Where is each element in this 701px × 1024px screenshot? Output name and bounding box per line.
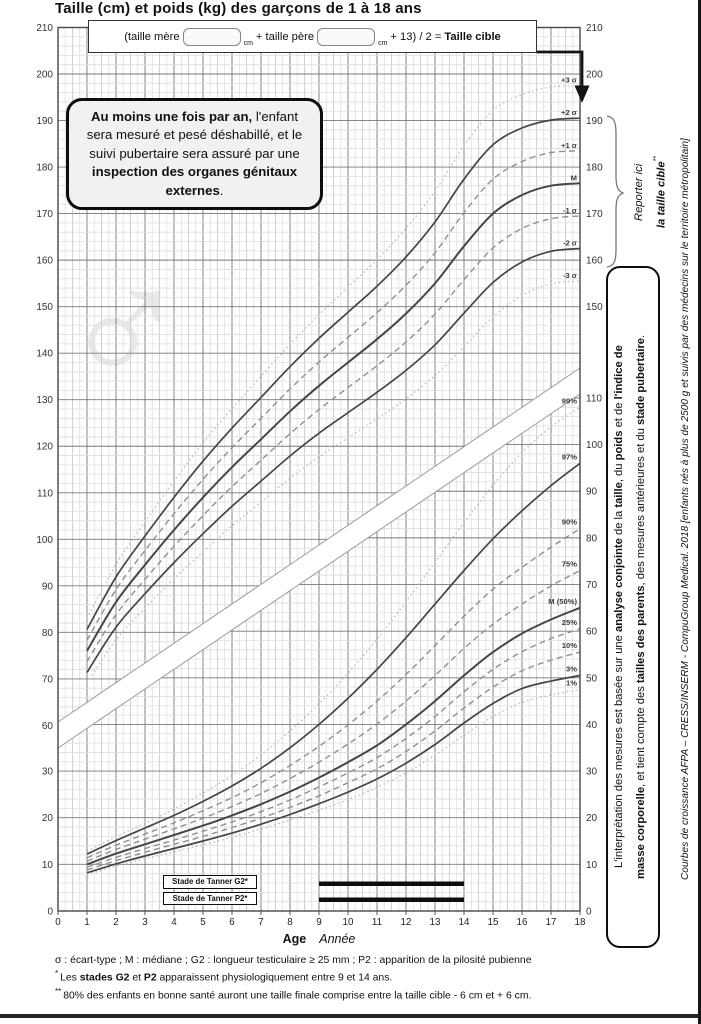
cm-unit-label: cm	[378, 40, 388, 47]
axis-tick-label: 160	[586, 255, 603, 267]
arrow-head-icon	[575, 86, 590, 104]
axis-tick-label: 60	[41, 720, 53, 732]
weight-curve-label: M (50%)	[548, 596, 577, 606]
axis-tick-label: 190	[36, 116, 53, 128]
axis-tick-label: 10	[586, 859, 598, 871]
footnote-tanner: * Les stades G2 et P2 apparaissent physiologiquement entre 9 et 14 ans.	[55, 969, 393, 984]
x-tick-label: 12	[400, 917, 412, 928]
axis-tick-label: 100	[36, 534, 53, 546]
footnote-definitions: σ : écart-type ; M : médiane ; G2 : longueur testiculaire ≥ 25 mm ; P2 : apparition de la pilosité pubienne	[55, 955, 532, 966]
formula-open-text: (taille mère	[124, 30, 180, 43]
x-axis-title-age: Age	[282, 932, 307, 946]
axis-tick-label: 40	[586, 719, 598, 731]
target-height-label: Taille cible	[444, 30, 501, 43]
page-title: Taille (cm) et poids (kg) des garçons de 1 à 18 ans	[55, 0, 422, 17]
x-tick-label: 0	[55, 917, 61, 928]
measurement-note: Au moins une fois par an, l'enfant sera mesuré et pesé déshabillé, et le suivi pubertaire sera assuré par une inspection des organes génitaux externes.	[66, 98, 323, 210]
weight-curve-label: 10%	[561, 641, 577, 651]
x-tick-label: 10	[342, 917, 354, 928]
axis-tick-label: 70	[41, 674, 53, 686]
x-tick-label: 11	[371, 917, 383, 928]
mother-height-input[interactable]	[183, 28, 241, 46]
interpretation-line2: masse corporelle, et tient compte des tailles des parents, des mesures antérieures et du stade pubertaire.	[635, 334, 647, 880]
axis-tick-label: 150	[586, 302, 603, 314]
axis-tick-label: 80	[41, 627, 53, 639]
axis-tick-label: 110	[37, 488, 53, 500]
axis-tick-label: 20	[41, 813, 53, 825]
axis-tick-label: 140	[36, 348, 53, 360]
axis-tick-label: 210	[36, 22, 53, 34]
x-tick-label: 2	[113, 917, 119, 928]
footnote-target-height: ** 80% des enfants en bonne santé auront une taille finale comprise entre la taille cible - 6 cm et + 6 cm.	[55, 987, 532, 1002]
axis-tick-label: 170	[586, 209, 603, 221]
x-tick-label: 18	[574, 917, 586, 928]
tanner-bar	[319, 882, 464, 887]
axis-tick-label: 80	[586, 533, 598, 545]
reporter-line1: Reporter ici	[633, 163, 645, 221]
axis-tick-label: 90	[586, 486, 598, 498]
weight-curve-label: 99%	[561, 396, 577, 406]
tanner-g2-label: Stade de Tanner G2*	[163, 875, 257, 889]
x-tick-label: 7	[258, 917, 264, 928]
axis-tick-label: 130	[36, 395, 53, 407]
x-tick-label: 16	[516, 917, 528, 928]
height-curve-label: -3 σ	[562, 271, 577, 281]
x-tick-label: 13	[429, 917, 441, 928]
axis-tick-label: 210	[586, 22, 603, 34]
x-tick-label: 8	[287, 917, 293, 928]
axis-tick-label: 50	[586, 673, 598, 685]
interpretation-line1: L'interprétation des mesures est basée sur une analyse conjointe de la taille, du poids et de l'indice de	[613, 345, 625, 869]
axis-tick-label: 0	[47, 906, 53, 918]
weight-curve-label: 3%	[566, 664, 577, 674]
axis-tick-label: 170	[36, 209, 53, 221]
height-curve-label: +2 σ	[561, 108, 577, 118]
formula-plus-text: + taille père	[255, 30, 315, 43]
axis-tick-label: 190	[586, 116, 603, 128]
x-axis	[55, 911, 586, 928]
x-tick-label: 6	[229, 917, 235, 928]
x-tick-label: 17	[545, 917, 557, 928]
axis-tick-label: 100	[586, 440, 603, 452]
height-curve-label: -2 σ	[562, 238, 577, 248]
height-curve-label: +1 σ	[561, 140, 577, 150]
formula-close-text: + 13) / 2 =	[390, 30, 442, 43]
cm-unit-label: cm	[243, 40, 253, 47]
height-curve-label: M	[570, 173, 577, 183]
axis-tick-label: 180	[586, 162, 603, 174]
x-tick-label: 14	[458, 917, 470, 928]
axis-tick-label: 20	[586, 813, 598, 825]
weight-curve-label: 97%	[561, 452, 577, 462]
x-tick-label: 5	[200, 917, 206, 928]
axis-tick-label: 30	[41, 766, 53, 778]
weight-curve-label: 75%	[561, 559, 577, 569]
weight-curve-label: 90%	[561, 517, 577, 527]
axis-tick-label: 200	[36, 69, 53, 81]
height-curve-label: -1 σ	[562, 205, 577, 215]
report-target-height-note	[631, 106, 669, 278]
axis-tick-label: 10	[41, 859, 53, 871]
x-axis-title-unit: Année	[319, 932, 356, 946]
axis-tick-label: 200	[586, 69, 603, 81]
male-symbol-icon: ♂	[60, 232, 189, 424]
x-tick-label: 9	[316, 917, 322, 928]
axis-tick-label: 60	[586, 626, 598, 638]
axis-tick-label: 30	[586, 766, 598, 778]
axis-tick-label: 110	[586, 393, 602, 405]
weight-curve-label: 25%	[561, 617, 577, 627]
axis-tick-label: 90	[41, 581, 53, 593]
axis-tick-label: 0	[586, 906, 592, 918]
x-axis-title	[58, 932, 580, 946]
axis-tick-label: 70	[586, 580, 598, 592]
axis-tick-label: 180	[36, 162, 53, 174]
source-credit: Courbes de croissance AFPA – CRESS/INSERM - CompuGroup Medical. 2018 [enfants nés à plus de 2500 g et suivis par des médecins sur le territoire métropolitain]	[680, 138, 691, 880]
weight-curve-label: 1%	[566, 678, 577, 688]
father-height-input[interactable]	[317, 28, 375, 46]
target-height-formula	[88, 20, 537, 53]
x-tick-label: 15	[487, 917, 499, 928]
reporter-line2: la taille cible**	[653, 156, 668, 228]
axis-tick-label: 120	[36, 441, 53, 453]
x-tick-label: 4	[171, 917, 177, 928]
footnotes	[55, 954, 667, 1004]
axis-tick-label: 150	[36, 302, 53, 314]
height-curve-label: +3 σ	[561, 75, 577, 85]
tanner-p2-label: Stade de Tanner P2*	[163, 892, 257, 906]
axis-tick-label: 160	[36, 255, 53, 267]
target-height-brace	[607, 116, 623, 267]
x-tick-label: 1	[84, 917, 90, 928]
x-tick-label: 3	[142, 917, 148, 928]
interpretation-note	[606, 266, 660, 948]
tanner-bar	[319, 898, 464, 903]
page-bottom-rule	[0, 1014, 701, 1018]
